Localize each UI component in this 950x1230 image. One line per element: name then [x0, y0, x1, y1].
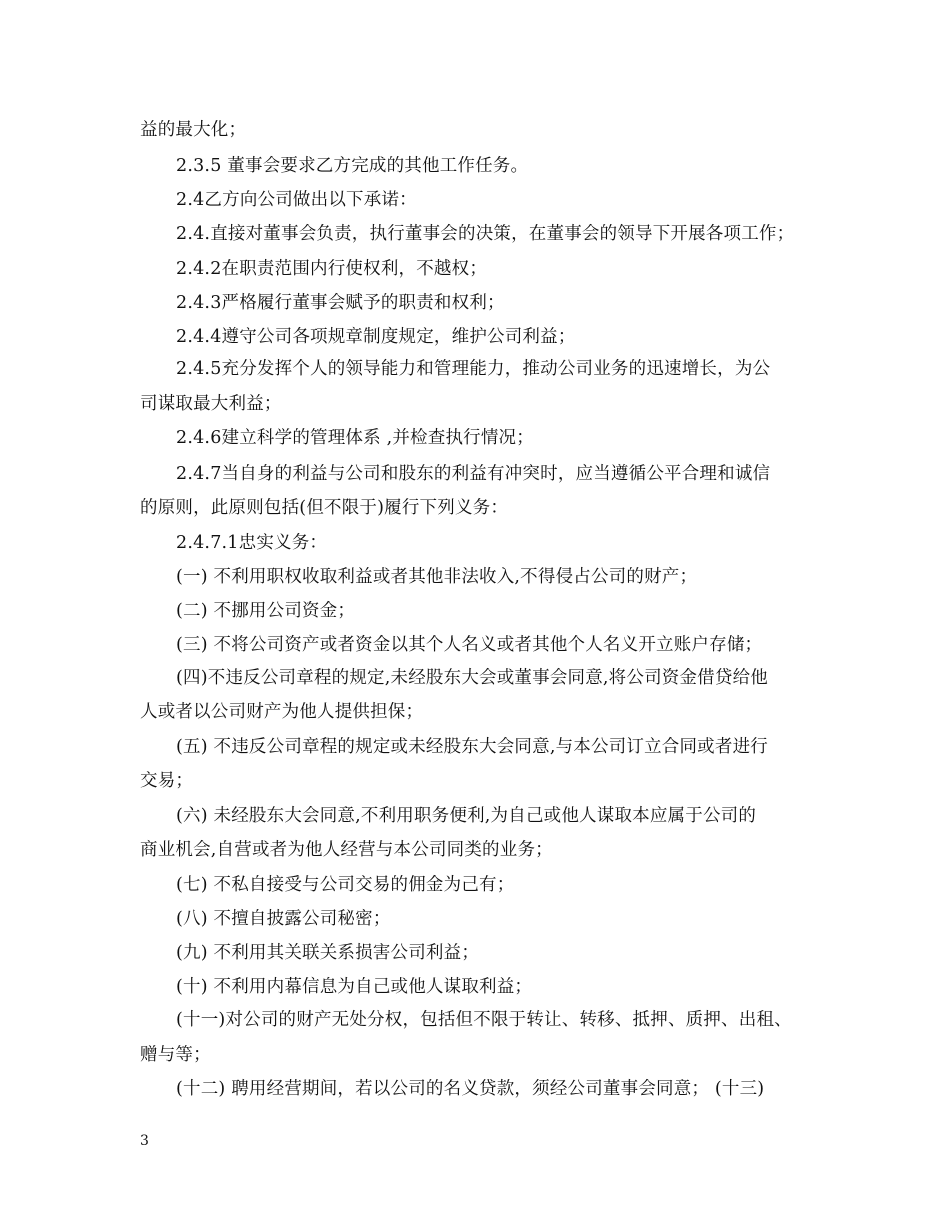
- text-line: 2.4.7当自身的利益与公司和股东的利益有冲突时，应当遵循公平合理和诚信: [176, 464, 771, 484]
- text-line: (一) 不利用职权收取利益或者其他非法收入,不得侵占公司的财产；: [176, 567, 698, 587]
- text-line: 2.3.5 董事会要求乙方完成的其他工作任务。: [176, 156, 529, 176]
- text-line: (二) 不挪用公司资金；: [176, 601, 356, 621]
- text-line: 2.4.4遵守公司各项规章制度规定，维护公司利益；: [176, 327, 576, 347]
- text-line: (十二) 聘用经营期间，若以公司的名义贷款，须经公司董事会同意； (十三): [176, 1079, 765, 1099]
- page-number: 3: [140, 1133, 149, 1149]
- text-line: (八) 不擅自披露公司秘密；: [176, 909, 391, 929]
- text-line: 商业机会,自营或者为他人经营与本公司同类的业务；: [140, 840, 553, 860]
- text-line: 交易；: [140, 771, 194, 791]
- text-line: (五) 不违反公司章程的规定或未经股东大会同意,与本公司订立合同或者进行: [176, 737, 768, 757]
- text-line: (六) 未经股东大会同意,不利用职务便利,为自己或他人谋取本应属于公司的: [176, 806, 757, 826]
- text-line: 2.4.3严格履行董事会赋予的职责和权利；: [176, 293, 505, 313]
- text-line: (七) 不私自接受与公司交易的佣金为己有；: [176, 875, 515, 895]
- text-line: 的原则，此原则包括(但不限于)履行下列义务：: [140, 498, 509, 518]
- text-line: 赠与等；: [140, 1045, 211, 1065]
- text-line: 司谋取最大利益；: [140, 394, 282, 414]
- text-line: 益的最大化；: [140, 120, 247, 140]
- text-line: 2.4.5充分发挥个人的领导能力和管理能力，推动公司业务的迅速增长，为公: [176, 359, 771, 379]
- text-line: (十) 不利用内幕信息为自己或他人谋取利益；: [176, 977, 533, 997]
- text-line: 2.4.7.1忠实义务：: [176, 533, 328, 553]
- text-line: (十一)对公司的财产无处分权，包括但不限于转让、转移、抵押、质押、出租、: [176, 1010, 792, 1030]
- text-line: 人或者以公司财产为他人提供担保；: [140, 702, 424, 722]
- text-line: (九) 不利用其关联关系损害公司利益；: [176, 943, 480, 963]
- text-line: (三) 不将公司资产或者资金以其个人名义或者其他个人名义开立账户存储；: [176, 635, 763, 655]
- text-line: 2.4.直接对董事会负责，执行董事会的决策，在董事会的领导下开展各项工作；: [176, 224, 795, 244]
- text-line: (四)不违反公司章程的规定,未经股东大会或董事会同意,将公司资金借贷给他: [176, 668, 768, 688]
- text-line: 2.4乙方向公司做出以下承诺：: [176, 190, 417, 210]
- text-line: 2.4.2在职责范围内行使权利，不越权；: [176, 259, 488, 279]
- text-line: 2.4.6建立科学的管理体系 ,并检查执行情况；: [176, 428, 534, 448]
